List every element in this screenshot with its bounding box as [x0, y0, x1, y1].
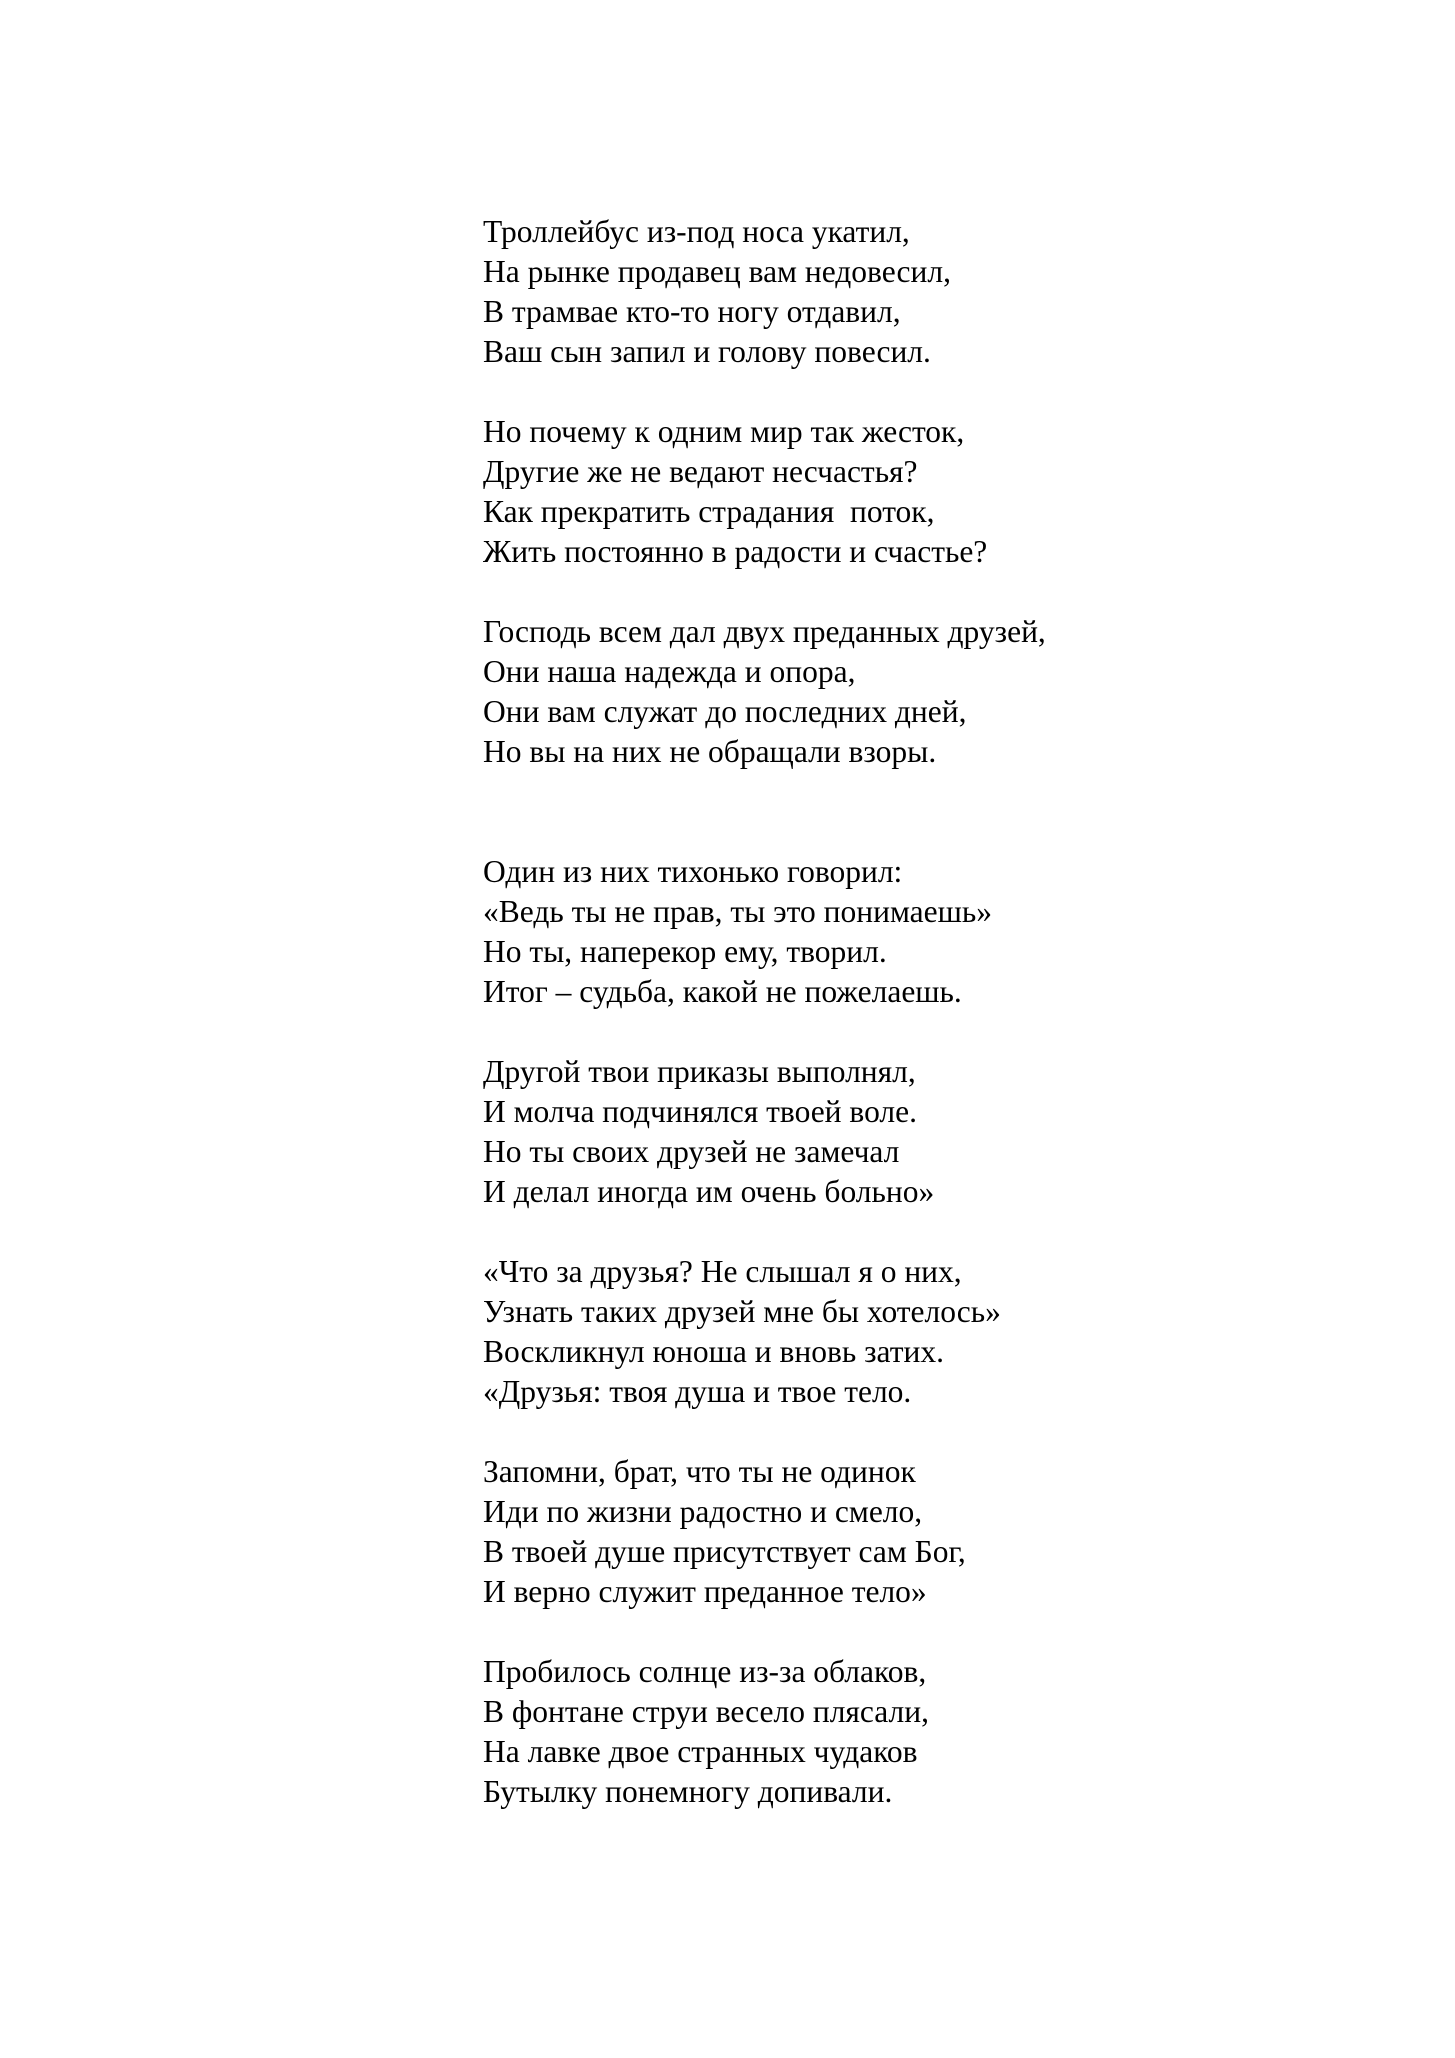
poem-line: Троллейбус из-под носа укатил, [483, 214, 910, 249]
poem-line: Итог – судьба, какой не пожелаешь. [483, 974, 962, 1009]
poem-line: На рынке продавец вам недовесил, [483, 254, 951, 289]
stanza [483, 1052, 1046, 1212]
stanza [483, 1252, 1046, 1412]
poem-line: Бутылку понемногу допивали. [483, 1774, 893, 1809]
poem-line: Другой твои приказы выполнял, [483, 1054, 916, 1089]
poem-line: Воскликнул юноша и вновь затих. [483, 1334, 944, 1369]
poem-line: Другие же не ведают несчастья? [483, 454, 918, 489]
poem-line: Но ты, наперекор ему, творил. [483, 934, 887, 969]
stanza [483, 1452, 1046, 1612]
poem-line: Они вам служат до последних дней, [483, 694, 967, 729]
poem-line: Иди по жизни радостно и смело, [483, 1494, 923, 1529]
poem-line: Запомни, брат, что ты не одинок [483, 1454, 916, 1489]
poem-line: Они наша надежда и опора, [483, 654, 856, 689]
poem-line: На лавке двое странных чудаков [483, 1734, 918, 1769]
poem-line: Один из них тихонько говорил: [483, 854, 903, 889]
poem-line: И молча подчинялся твоей воле. [483, 1094, 917, 1129]
poem-line: Как прекратить страдания поток, [483, 494, 935, 529]
poem-line: Пробилось солнце из-за облаков, [483, 1654, 927, 1689]
poem-line: «Ведь ты не прав, ты это понимаешь» [483, 894, 992, 929]
stanza [483, 212, 1046, 372]
poem-line: В твоей душе присутствует сам Бог, [483, 1534, 966, 1569]
stanza [483, 412, 1046, 572]
stanza [483, 852, 1046, 1012]
poem-line: Узнать таких друзей мне бы хотелось» [483, 1294, 1001, 1329]
poem-line: «Друзья: твоя душа и твое тело. [483, 1374, 912, 1409]
stanza [483, 1652, 1046, 1812]
poem-line: В трамвае кто-то ногу отдавил, [483, 294, 901, 329]
poem-line: И делал иногда им очень больно» [483, 1174, 935, 1209]
poem-text [483, 212, 1046, 1852]
poem-line: Но почему к одним мир так жесток, [483, 414, 965, 449]
poem-line: В фонтане струи весело плясали, [483, 1694, 929, 1729]
poem-line: Господь всем дал двух преданных друзей, [483, 614, 1046, 649]
poem-line: Но вы на них не обращали взоры. [483, 734, 937, 769]
stanza [483, 612, 1046, 772]
poem-line: Но ты своих друзей не замечал [483, 1134, 900, 1169]
poem-line: И верно служит преданное тело» [483, 1574, 927, 1609]
poem-line: Ваш сын запил и голову повесил. [483, 334, 931, 369]
poem-line: Жить постоянно в радости и счастье? [483, 534, 988, 569]
poem-line: «Что за друзья? Не слышал я о них, [483, 1254, 962, 1289]
